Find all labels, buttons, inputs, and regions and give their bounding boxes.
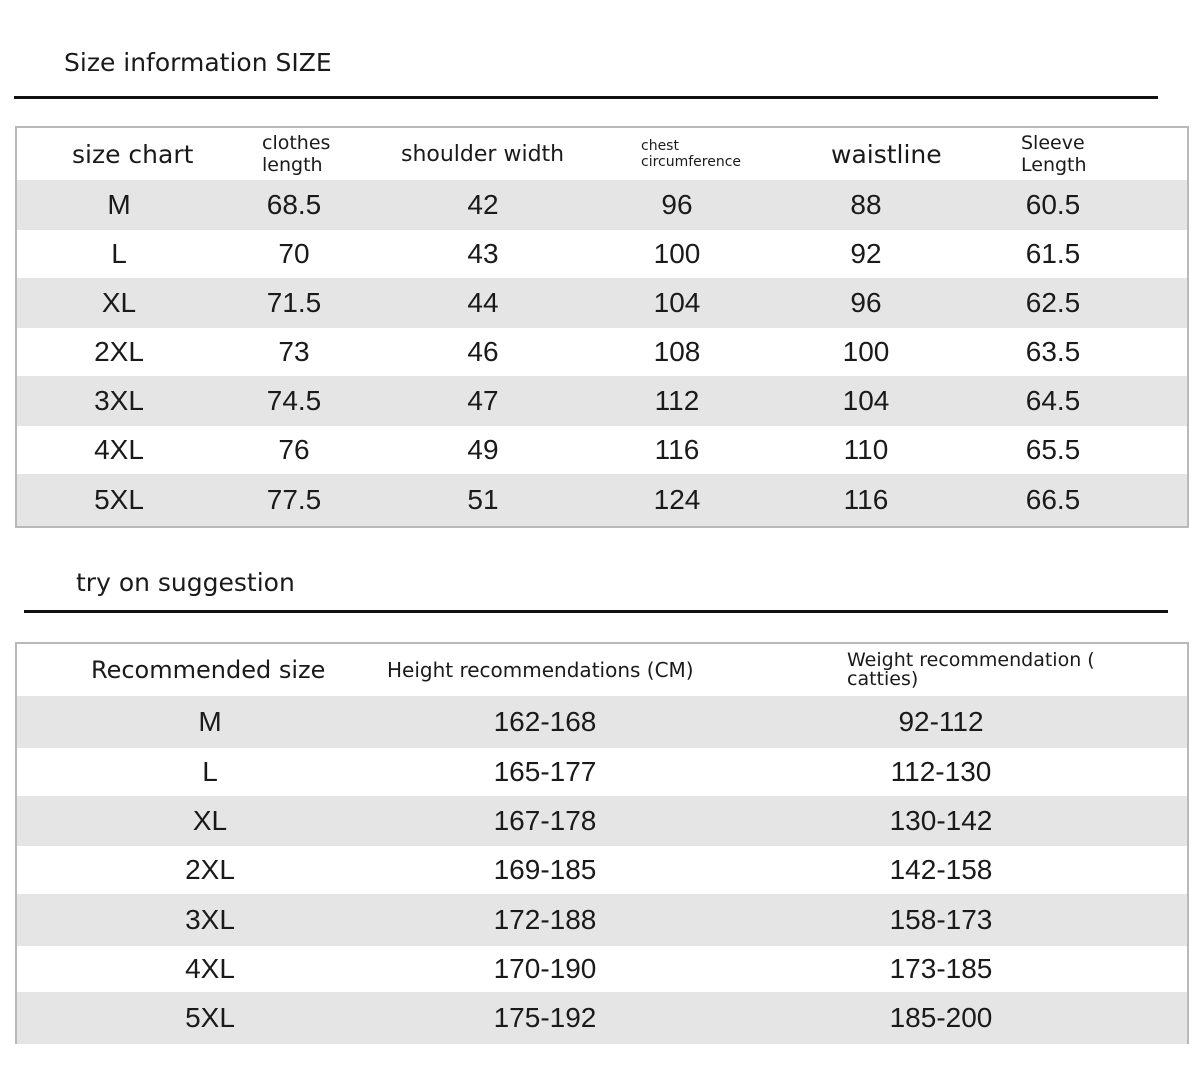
recommendation-cell-size: 5XL xyxy=(185,1002,235,1033)
size-cell-size: M xyxy=(107,189,131,220)
recommendation-row xyxy=(17,696,1187,748)
recommendation-row xyxy=(17,894,1187,946)
header-size-chart: size chart xyxy=(72,139,194,169)
header-shoulder-width: shoulder width xyxy=(401,141,565,167)
recommendation-row xyxy=(17,748,1187,796)
size-cell-sleeve: 61.5 xyxy=(1025,238,1081,269)
recommendation-cell-size: 3XL xyxy=(185,904,235,935)
recommendation-header-row xyxy=(17,644,1187,696)
recommendation-cell-size: 4XL xyxy=(185,953,235,984)
size-cell-length: 73 xyxy=(278,336,310,367)
size-cell-size: 4XL xyxy=(94,434,144,465)
recommendation-row xyxy=(17,946,1187,992)
header-clothes-length: clothes length xyxy=(262,132,331,176)
size-cell-chest: 112 xyxy=(654,385,700,416)
recommendation-cell-height: 172-188 xyxy=(493,904,597,935)
size-cell-waist: 92 xyxy=(850,238,882,269)
size-cell-length: 68.5 xyxy=(266,189,322,220)
header-chest-circumference: chest circumference xyxy=(641,138,742,170)
size-cell-shoulder: 47 xyxy=(467,385,499,416)
size-cell-sleeve: 62.5 xyxy=(1025,287,1081,318)
size-cell-size: 2XL xyxy=(94,336,144,367)
recommendation-cell-height: 165-177 xyxy=(493,756,597,787)
size-row xyxy=(17,474,1187,526)
recommendation-cell-size: XL xyxy=(192,805,228,836)
size-cell-shoulder: 43 xyxy=(467,238,499,269)
size-row xyxy=(17,328,1187,376)
size-cell-chest: 104 xyxy=(653,287,701,318)
recommendation-row xyxy=(17,796,1187,846)
size-cell-waist: 104 xyxy=(842,385,890,416)
header-sleeve-length: Sleeve Length xyxy=(1021,132,1087,176)
size-cell-chest: 96 xyxy=(661,189,693,220)
header-height-recommendations: Height recommendations (CM) xyxy=(387,658,694,682)
size-info-title: Size information SIZE xyxy=(64,48,332,77)
size-cell-length: 76 xyxy=(278,434,310,465)
size-cell-shoulder: 44 xyxy=(467,287,499,318)
size-row xyxy=(17,278,1187,328)
size-cell-shoulder: 51 xyxy=(467,484,499,515)
size-chart-header-row xyxy=(17,128,1187,180)
size-cell-sleeve: 65.5 xyxy=(1025,434,1081,465)
recommendation-row xyxy=(17,846,1187,894)
recommendation-cell-weight: 112-130 xyxy=(890,756,992,787)
recommendation-table xyxy=(15,642,1189,1044)
recommendation-row xyxy=(17,992,1187,1044)
size-cell-size: 3XL xyxy=(94,385,144,416)
size-row xyxy=(17,426,1187,474)
size-chart-table xyxy=(15,126,1189,528)
recommendation-cell-size: 2XL xyxy=(185,854,235,885)
size-cell-sleeve: 64.5 xyxy=(1025,385,1081,416)
recommendation-cell-size: L xyxy=(202,756,218,787)
recommendation-cell-height: 169-185 xyxy=(493,854,597,885)
header-recommended-size: Recommended size xyxy=(91,656,326,684)
size-cell-length: 74.5 xyxy=(266,385,322,416)
size-cell-waist: 96 xyxy=(850,287,882,318)
size-cell-chest: 108 xyxy=(653,336,701,367)
try-on-divider xyxy=(24,610,1168,613)
size-cell-length: 77.5 xyxy=(266,484,322,515)
size-cell-chest: 124 xyxy=(653,484,701,515)
header-weight-recommendation: Weight recommendation ( catties) xyxy=(847,649,1095,690)
recommendation-cell-height: 162-168 xyxy=(493,706,597,737)
size-row xyxy=(17,180,1187,230)
size-cell-shoulder: 46 xyxy=(467,336,499,367)
size-row xyxy=(17,230,1187,278)
try-on-title: try on suggestion xyxy=(76,568,295,597)
recommendation-cell-height: 167-178 xyxy=(493,805,597,836)
size-cell-waist: 116 xyxy=(843,484,889,515)
size-cell-waist: 100 xyxy=(842,336,890,367)
recommendation-cell-weight: 173-185 xyxy=(889,953,993,984)
size-cell-length: 70 xyxy=(278,238,310,269)
recommendation-cell-weight: 130-142 xyxy=(889,805,993,836)
size-cell-size: L xyxy=(111,238,127,269)
size-row xyxy=(17,376,1187,426)
size-cell-chest: 100 xyxy=(653,238,701,269)
recommendation-cell-weight: 142-158 xyxy=(889,854,993,885)
recommendation-cell-weight: 158-173 xyxy=(889,904,993,935)
recommendation-cell-weight: 185-200 xyxy=(889,1002,993,1033)
recommendation-cell-size: M xyxy=(198,706,222,737)
size-cell-chest: 116 xyxy=(654,434,700,465)
size-cell-sleeve: 66.5 xyxy=(1025,484,1081,515)
size-info-divider xyxy=(14,96,1158,99)
size-cell-waist: 88 xyxy=(850,189,882,220)
size-cell-shoulder: 49 xyxy=(467,434,499,465)
size-cell-sleeve: 60.5 xyxy=(1025,189,1081,220)
recommendation-cell-weight: 92-112 xyxy=(898,706,984,737)
size-cell-shoulder: 42 xyxy=(467,189,499,220)
header-waistline: waistline xyxy=(831,139,942,169)
size-cell-size: XL xyxy=(101,287,137,318)
recommendation-cell-height: 170-190 xyxy=(493,953,597,984)
recommendation-cell-height: 175-192 xyxy=(493,1002,597,1033)
size-cell-length: 71.5 xyxy=(266,287,322,318)
size-cell-sleeve: 63.5 xyxy=(1025,336,1081,367)
size-cell-size: 5XL xyxy=(94,484,144,515)
size-cell-waist: 110 xyxy=(843,434,889,465)
